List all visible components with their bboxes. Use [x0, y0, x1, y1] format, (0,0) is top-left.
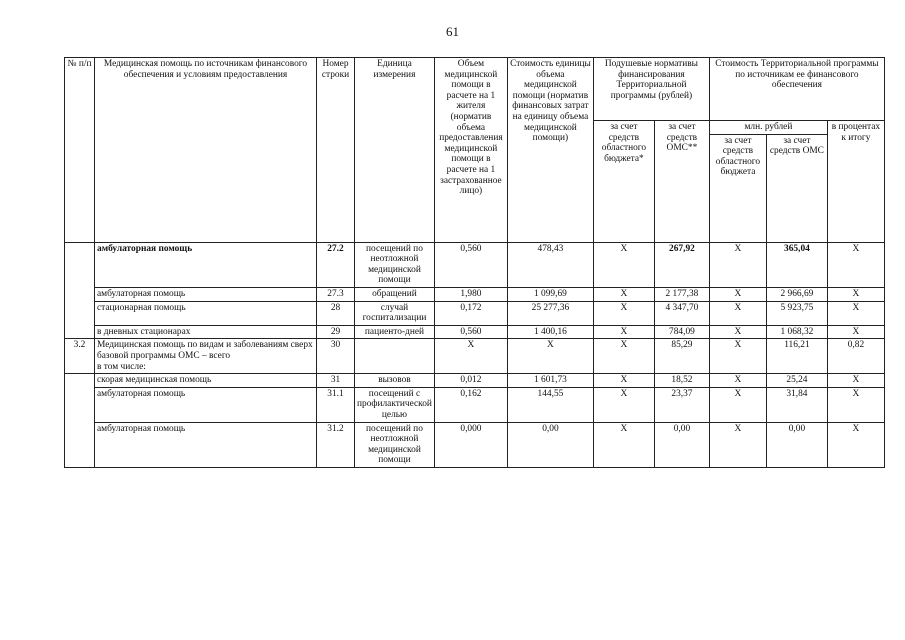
cell-name-sub: в том числе:: [97, 361, 146, 372]
cell-name: скорая медицинская помощь: [95, 374, 317, 388]
cell-unit: посещений по неотложной медицинской помощи: [355, 242, 435, 287]
table-row: [65, 422, 885, 467]
cell-pc-budget: Х: [593, 287, 654, 301]
table-row: [65, 287, 885, 301]
cell-volume: Х: [434, 339, 507, 374]
cell-cost: 478,43: [507, 242, 593, 287]
cell-unit: обращений: [355, 287, 435, 301]
cell-t-budget: Х: [709, 422, 766, 467]
cell-unit: посещений по неотложной медицинской помощи: [355, 422, 435, 467]
page-number: 61: [446, 24, 459, 39]
cell-name: амбулаторная помощь: [95, 287, 317, 301]
cell-pc-budget: Х: [593, 339, 654, 374]
header-total-oms: за счет средств ОМС: [766, 134, 827, 242]
cell-unit: пациенто-дней: [355, 325, 435, 339]
cell-line: 27.3: [317, 287, 355, 301]
cell-unit: вызовов: [355, 374, 435, 388]
cell-cost: 1 400,16: [507, 325, 593, 339]
cell-pct: Х: [827, 325, 884, 339]
cell-t-budget: Х: [709, 374, 766, 388]
cell-pc-oms: 4 347,70: [654, 301, 709, 325]
cell-cost: Х: [507, 339, 593, 374]
cell-pc-budget: Х: [593, 374, 654, 388]
cell-t-budget: Х: [709, 301, 766, 325]
cell-t-oms: 365,04: [766, 242, 827, 287]
cell-volume: 0,012: [434, 374, 507, 388]
cell-volume: 0,172: [434, 301, 507, 325]
cell-line: 28: [317, 301, 355, 325]
cell-pct: Х: [827, 287, 884, 301]
cell-line: 31: [317, 374, 355, 388]
header-volume: Объем медицинской помощи в расчете на 1 жителя (норматив объема предоставления медицинской помощи в расчете на 1 застрахованное лицо): [434, 58, 507, 243]
cell-t-oms: 0,00: [766, 422, 827, 467]
cell-num: 3.2: [65, 339, 95, 374]
cell-pc-oms: 23,37: [654, 387, 709, 422]
cell-pct: Х: [827, 374, 884, 388]
cell-name-main: Медицинская помощь по видам и заболеваниям сверх базовой программы ОМС – всего: [97, 340, 313, 361]
cell-name: в дневных стационарах: [95, 325, 317, 339]
table-row: [65, 374, 885, 388]
header-total-pct: в процентах к итогу: [827, 121, 884, 243]
cell-pc-oms: 18,52: [654, 374, 709, 388]
cell-t-budget: Х: [709, 339, 766, 374]
cell-t-budget: Х: [709, 242, 766, 287]
cell-line: 31.1: [317, 387, 355, 422]
cell-unit: посещений с профилактической целью: [355, 387, 435, 422]
cell-pc-oms: 2 177,38: [654, 287, 709, 301]
header-percap: Подушевые нормативы финансирования Территориальной программы (рублей): [593, 58, 709, 121]
table-row: [65, 339, 885, 374]
cell-pc-budget: Х: [593, 301, 654, 325]
cell-volume: 1,980: [434, 287, 507, 301]
header-total: Стоимость Территориальной программы по источникам ее финансового обеспечения: [709, 58, 884, 121]
cell-num: [65, 374, 95, 468]
cell-t-budget: Х: [709, 287, 766, 301]
cell-pc-budget: Х: [593, 242, 654, 287]
cell-cost: 0,00: [507, 422, 593, 467]
header-total-budget: за счет средств областного бюджета: [709, 134, 766, 242]
table-row: [65, 242, 885, 287]
cell-t-oms: 2 966,69: [766, 287, 827, 301]
cell-t-oms: 31,84: [766, 387, 827, 422]
header-care: Медицинская помощь по источникам финансового обеспечения и условиям предоставления: [95, 58, 317, 243]
cell-pc-oms: 0,00: [654, 422, 709, 467]
financing-table: [64, 57, 885, 468]
table-row: [65, 301, 885, 325]
header-total-mln: млн. рублей: [709, 121, 827, 135]
header-percap-oms: за счет средств ОМС**: [654, 121, 709, 243]
cell-t-budget: Х: [709, 387, 766, 422]
header-row: [65, 58, 885, 121]
header-num: № п/п: [65, 58, 95, 243]
cell-cost: 1 601,73: [507, 374, 593, 388]
cell-pc-oms: 267,92: [654, 242, 709, 287]
cell-pct: Х: [827, 422, 884, 467]
cell-name: стационарная помощь: [95, 301, 317, 325]
cell-pc-budget: Х: [593, 422, 654, 467]
cell-volume: 0,162: [434, 387, 507, 422]
header-unit: Единица измерения: [355, 58, 435, 243]
cell-pc-oms: 784,09: [654, 325, 709, 339]
cell-cost: 1 099,69: [507, 287, 593, 301]
cell-t-budget: Х: [709, 325, 766, 339]
table-row: [65, 325, 885, 339]
cell-name: [95, 339, 317, 374]
cell-pc-budget: Х: [593, 387, 654, 422]
cell-line: 30: [317, 339, 355, 374]
cell-pct: 0,82: [827, 339, 884, 374]
cell-pct: Х: [827, 301, 884, 325]
table-row: [65, 387, 885, 422]
cell-num: [65, 242, 95, 339]
cell-line: 27.2: [317, 242, 355, 287]
cell-line: 29: [317, 325, 355, 339]
cell-pct: Х: [827, 387, 884, 422]
cell-volume: 0,000: [434, 422, 507, 467]
cell-cost: 144,55: [507, 387, 593, 422]
cell-volume: 0,560: [434, 325, 507, 339]
cell-volume: 0,560: [434, 242, 507, 287]
cell-pc-oms: 85,29: [654, 339, 709, 374]
cell-pc-budget: Х: [593, 325, 654, 339]
cell-t-oms: 1 068,32: [766, 325, 827, 339]
cell-t-oms: 25,24: [766, 374, 827, 388]
cell-pct: Х: [827, 242, 884, 287]
cell-t-oms: 116,21: [766, 339, 827, 374]
cell-unit: [355, 339, 435, 374]
cell-unit: случай госпитализации: [355, 301, 435, 325]
cell-line: 31.2: [317, 422, 355, 467]
header-percap-budget: за счет средств областного бюджета*: [593, 121, 654, 243]
header-cost: Стоимость единицы объема медицинской помощи (норматив финансовых затрат на единицу объема медицинской помощи): [507, 58, 593, 243]
cell-cost: 25 277,36: [507, 301, 593, 325]
cell-name: амбулаторная помощь: [95, 242, 317, 287]
cell-name: амбулаторная помощь: [95, 422, 317, 467]
header-line: Номер строки: [317, 58, 355, 243]
cell-t-oms: 5 923,75: [766, 301, 827, 325]
cell-name: амбулаторная помощь: [95, 387, 317, 422]
